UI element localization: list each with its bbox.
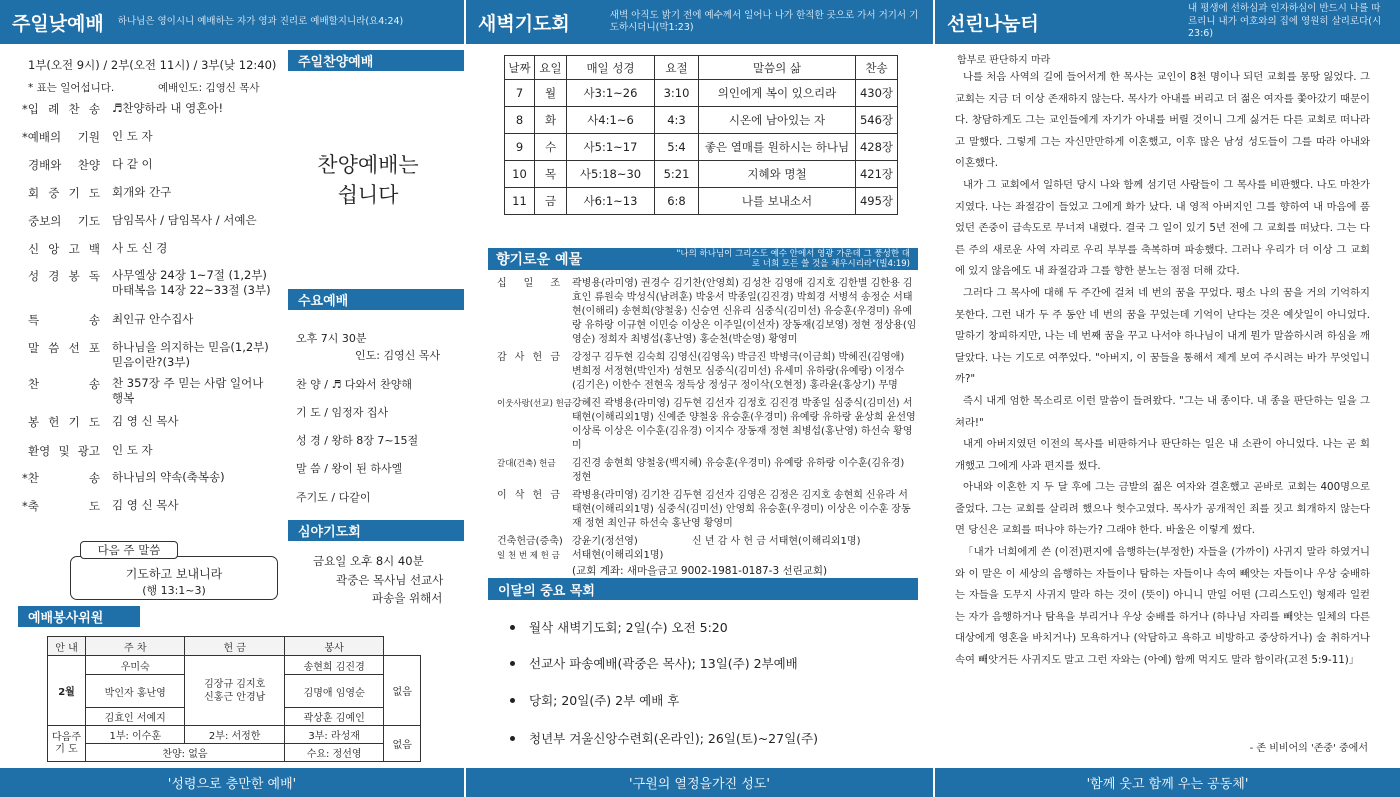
- dawn-cell: 금: [535, 188, 567, 215]
- dawn-th-bible: 매일 성경: [567, 56, 655, 80]
- dawn-row: [505, 107, 898, 134]
- order-label: *축 도: [22, 499, 100, 513]
- worship-times: 1부(오전 9시) / 2부(오전 11시) / 3부(낮 12:40): [28, 58, 277, 72]
- order-value: [112, 213, 257, 229]
- offering-names: 곽병용(라미영) 권경수 김기찬(안영희) 김성찬 김영애 김지호 김한별 김한용 김효인 류원숙 박성식(남려훈) 박웅서 박종일(김진경) 박희경 서병석 송정순 서태현(이해리) 송현희(양철웅) 신승연 신유리 심중식(김미선) 유승훈(우경미) 유예랑 유하랑 이규현 이민승 이상은 이주일(이선자) 장동재(김보영) 정현 정상용(임영순) 정희자 최병섭(홍난영) 홍순천(박순영) 황영미: [572, 278, 917, 345]
- order-row: [22, 470, 225, 486]
- dawn-cell: 수: [535, 134, 567, 161]
- next-word-ref: (행 13:1~3): [142, 584, 206, 597]
- svc-offer-3: 곽상훈 김예인: [284, 708, 383, 726]
- svc-offer-2: 김명애 임영순: [284, 675, 383, 708]
- friday-title: 심야기도회: [288, 520, 464, 541]
- offering-title-bar: [488, 248, 918, 270]
- offering-item: [497, 457, 917, 485]
- offering-verse: "나의 하나님이 그리스도 예수 안에서 영광 가운데 그 풍성한 대로 너희 모든 쓸 것을 채우시리라"(빌4:19): [676, 248, 910, 269]
- col1-footer: '성령으로 충만한 예배': [0, 768, 464, 797]
- order-value-line: 하나님을 의지하는 믿음(1,2부): [112, 340, 269, 354]
- dawn-cell: 나를 보내소서: [699, 188, 856, 215]
- dawn-cell: 6:8: [655, 188, 699, 215]
- church-account: (교회 계좌: 새마을금고 9002-1981-0187-3 선린교회): [572, 565, 828, 577]
- offering-names: 김진경 송현희 양철웅(백지혜) 유승훈(우경미) 유예랑 유하랑 이수훈(김유경) 정현: [572, 458, 905, 483]
- order-label: 환영 및 광고: [28, 444, 100, 458]
- dawn-cell: 목: [535, 161, 567, 188]
- dawn-cell: 5:4: [655, 134, 699, 161]
- order-row: [28, 443, 153, 459]
- dawn-cell: 지혜와 명철: [699, 161, 856, 188]
- offering-title: 향기로운 예물: [496, 252, 583, 268]
- svc-th-usher: 안 내: [48, 637, 86, 656]
- stand-note: * 표는 일어섭니다.: [28, 82, 115, 94]
- order-value: [112, 340, 269, 370]
- offering-names: 곽병용(라미영) 김기찬 김두현 김선자 김영은 김정은 김지호 송현희 신유라 서태현(이해리외1명) 심중식(김미선) 안영희 유승훈(우경미) 이상은 이수훈 장동재 정현 최인규 하선숙 홍난영 황영미: [572, 490, 911, 529]
- order-value-line: 회개와 간구: [112, 185, 172, 199]
- service-committee-title: 예배봉사위원: [18, 606, 140, 627]
- svc-month: 2월: [48, 656, 86, 726]
- article-paragraph: 내게 아버지였던 이전의 목사를 비판하거나 판단하는 일은 내 소관이 아니었다. 나는 곧 회개했고 그에게 사과 편지를 썼다.: [955, 438, 1370, 472]
- col3-title: 선린나눔터: [947, 12, 1039, 35]
- order-value-line: 하나님의 약속(축복송): [112, 470, 225, 484]
- offering-label: 이 삭 헌 금: [497, 490, 560, 501]
- order-label: *예배의 기원: [22, 130, 100, 144]
- svc-p3: 3부: 라성재: [284, 726, 383, 744]
- order-label: 신 앙 고 백: [28, 242, 100, 256]
- dawn-cell: 546장: [856, 107, 898, 134]
- order-row: [28, 340, 269, 370]
- svc-usher-3: 김효인 서예지: [86, 708, 185, 726]
- svc-p1: 1부: 이수훈: [86, 726, 185, 744]
- dawn-cell: 428장: [856, 134, 898, 161]
- svc-th-parking: 주 차: [86, 637, 185, 656]
- offering-names: 강혜진 곽병용(라미영) 김두현 김선자 김정호 김진경 박종일 심중식(김미선) 서태현(이해리외1명) 신예준 양철웅 유승훈(우경미) 유예랑 유하랑 윤상희 윤선영 이상록 이상은 이수훈(김유경) 이지수 장동재 정현 최병섭(홍난영) 하선숙 황영미: [572, 398, 916, 451]
- order-label: *입 례 찬 송: [22, 102, 100, 116]
- event-text: 월삭 새벽기도회; 2일(수) 오전 5:20: [529, 620, 728, 635]
- bullet-icon: [510, 625, 515, 630]
- svc-serve2: 없음: [384, 726, 421, 762]
- order-value-line: ♬찬양하라 내 영혼아!: [112, 101, 224, 115]
- svc-offer-1: 송현희 김진경: [284, 656, 383, 675]
- order-row: [28, 241, 167, 257]
- article-paragraph: 그러다 그 목사에 대해 두 주간에 걸쳐 네 번의 꿈을 꾸었다. 평소 나의 꿈을 거의 기억하지 못한다. 그런 내가 두 주 동안 네 번의 꿈을 꾸었는데 기억이 난다는 것은 예삿일이 아니었다. 말하기 창피하지만, 나는 네 번째 꿈을 꾸고 나서야 하나님이 내게 뭔가 말씀하시려 하심을 깨달았다. 나는 기도로 여쭈었다. "아버지, 이 꿈들을 통해서 제게 보여 주시려는 바가 무엇입니까?": [955, 286, 1370, 386]
- offering-label: 십 일 조: [497, 278, 560, 289]
- order-value: [112, 312, 193, 328]
- wed-item: 성 경 / 왕하 8장 7~15절: [296, 434, 419, 447]
- dawn-cell: 사5:1~17: [567, 134, 655, 161]
- dawn-cell: 9: [505, 134, 535, 161]
- dawn-th-hymn: 찬송: [856, 56, 898, 80]
- event-text: 청년부 겨울신앙수련회(온라인); 26일(토)~27일(주): [529, 731, 818, 746]
- svc-next-label: 다음주 기 도: [48, 726, 86, 762]
- dawn-cell: 사5:18~30: [567, 161, 655, 188]
- svc-usher-2: 박인자 홍난영: [86, 675, 185, 708]
- dawn-cell: 사4:1~6: [567, 107, 655, 134]
- dawn-cell: 421장: [856, 161, 898, 188]
- event-item: [510, 691, 679, 709]
- order-value-line: 다 같 이: [112, 157, 153, 171]
- offering-label: 이웃사랑(선교) 헌금: [497, 399, 573, 409]
- offering-names-extra: 신 년 감 사 헌 금 서태현(이해리외1명): [692, 536, 861, 547]
- dawn-cell: 4:3: [655, 107, 699, 134]
- order-label: 중보의 기도: [28, 214, 100, 228]
- order-value-line: 행복: [112, 390, 135, 405]
- next-word-title: 기도하고 보내니라: [125, 567, 223, 581]
- order-value: [112, 101, 223, 117]
- dawn-table: [504, 55, 898, 215]
- order-label: 찬 송: [28, 377, 100, 391]
- dawn-cell: 495장: [856, 188, 898, 215]
- order-value-line: 김 영 신 목사: [112, 498, 179, 512]
- col3-header: [935, 0, 1400, 44]
- dawn-cell: 사6:1~13: [567, 188, 655, 215]
- offering-names: 강윤기(정선영): [572, 536, 638, 547]
- wed-item: 말 씀 / 왕이 된 하사엘: [296, 462, 403, 475]
- wed-item: 주기도 / 다같이: [296, 491, 371, 504]
- order-row: [28, 312, 193, 328]
- wed-leader: 인도: 김영신 목사: [355, 349, 441, 362]
- wed-title: 수요예배: [288, 289, 464, 310]
- article-paragraph: 나를 처음 사역의 길에 들어서게 한 목사는 교인이 8천 명이나 되던 교회를 몽땅 잃었다. 그 교회는 지금 더 이상 존재하지 않는다. 목사가 아내를 버리고 더 젊은 여자를 쫓아갔기 때문이다. 창담하게도 그는 교인들에게 자기가 아내를 버릴 것이니 그게 싫거든 다른 교회로 떠나라고 말했다. 그렇게 그는 자신만만하게 이혼했고, 이후 많은 남성 성도들이 그를 따라 아내와 이혼했다.: [955, 71, 1370, 170]
- worship-leader: 예배인도: 김영신 목사: [158, 82, 260, 94]
- wed-item: 기 도 / 임정자 집사: [296, 406, 389, 419]
- offering-list: [497, 277, 917, 563]
- order-row: [28, 414, 179, 430]
- bullet-icon: [510, 736, 515, 741]
- col2-header: [466, 0, 933, 44]
- offering-label: 건축헌금(증축): [497, 536, 563, 547]
- col3-verse: 내 평생에 선하심과 인자하심이 반드시 나를 따르리니 내가 여호와의 집에 영원히 살리로다(시23:6): [1188, 3, 1382, 40]
- svc-th-serve: 봉사: [284, 637, 383, 656]
- dawn-cell: 화: [535, 107, 567, 134]
- order-row: [22, 498, 179, 514]
- event-text: 당회; 20일(주) 2부 예배 후: [529, 693, 680, 708]
- dawn-cell: 430장: [856, 80, 898, 107]
- col2-footer: '구원의 열정을가진 성도': [466, 768, 933, 797]
- event-item: [510, 654, 798, 672]
- order-value: [112, 268, 271, 298]
- event-text: 선교사 파송예배(곽중은 목사); 13일(주) 2부예배: [529, 656, 798, 671]
- order-value-line: 믿음이란?(3부): [112, 354, 190, 369]
- svc-p2: 2부: 서정한: [185, 726, 284, 744]
- order-value: [112, 185, 171, 201]
- dawn-cell: 월: [535, 80, 567, 107]
- offering-label: 일 천 번 제 헌 금: [497, 551, 560, 561]
- col1-header: [0, 0, 464, 44]
- svc-serve: 없음: [384, 656, 421, 726]
- article-heading: 함부로 판단하지 마라: [957, 55, 1051, 66]
- order-value-line: 사무엘상 24장 1~7절 (1,2부): [112, 268, 267, 282]
- next-word-label: 다음 주 말씀: [80, 541, 178, 559]
- offering-names: 서태현(이해리외1명): [572, 550, 664, 561]
- dawn-th-life: 말씀의 삶: [699, 56, 856, 80]
- bullet-icon: [510, 698, 515, 703]
- friday-time: 금요일 오후 8시 40분: [313, 554, 424, 568]
- order-value: [112, 241, 167, 257]
- dawn-cell: 시온에 남아있는 자: [699, 107, 856, 134]
- order-label: 성 경 봉 독: [28, 269, 100, 283]
- col1-verse: 하나님은 영이시니 예배하는 자가 영과 진리로 예배할지니라(요4:24): [117, 15, 404, 27]
- col3-footer: '함께 웃고 함께 우는 공동체': [935, 768, 1400, 797]
- friday-line3: 파송을 위해서: [372, 591, 443, 605]
- offering-item: [497, 351, 917, 393]
- event-item: [510, 618, 728, 636]
- offering-item: [497, 549, 917, 563]
- article-paragraph: 「내가 너희에게 쓴 (이전)편지에 음행하는(부정한) 자들을 (가까이) 사귀지 말라 하였거니와 이 말은 이 세상의 음행하는 자들이나 탐하는 자들이나 속여 빼앗는 자들이나 우상 숭배하는 자들을 도무지 사귀지 말라 하는 것이 (뜻이) 아니니 만일 어떤 (그리스도인) 형제라 일컫는 자가 음행하거나 탐욕을 부리거나 우상 숭배를 하거나 (하나님 자리를 빼앗는 일체의 다른 대상에게 영혼을 바치거나) 모욕하거나 (악담하고 욕하고 비방하고 중상하거나) 술 취하거나 속여 빼앗거든 사귀지도 말고 그런 자와는 (아예) 함께 먹지도 말라 함이라(고전 5:9-11)」: [955, 546, 1370, 667]
- col2-title: 새벽기도회: [478, 12, 570, 35]
- dawn-row: [505, 134, 898, 161]
- order-row: [28, 376, 263, 406]
- article-paragraph: 내가 그 교회에서 일하던 당시 나와 함께 섬기던 사람들이 그 목사를 비판했다. 나도 마찬가지였다. 나는 좌절감이 들었고 그에게 화가 났다. 내 영적 아버지인 그를 향하여 내 마음에 품었던 존중이 급속도로 무너져 내렸다. 결국 그 일이 있기 5년 전에 그 교회를 떠났다. 그는 다른 주의 새로운 사역 자리로 우리 부부를 축복하며 파송했다. 그러나 우리가 더 이상 그 교회에 있지 않음에도 내 좌절감과 그를 향한 분노는 점점 더해 갔다.: [955, 178, 1370, 278]
- svc-wed: 수요: 정선영: [284, 744, 383, 762]
- order-row: [28, 157, 153, 173]
- dawn-th-verse: 요절: [655, 56, 699, 80]
- article-source: - 존 비비어의 '존중' 중에서: [1249, 743, 1368, 754]
- friday-line2: 곽중은 목사님 선교사: [336, 573, 444, 587]
- dawn-cell: 사3:1~26: [567, 80, 655, 107]
- order-value-line: 인 도 자: [112, 129, 153, 143]
- order-value: [112, 157, 153, 173]
- order-row: [22, 101, 224, 117]
- dawn-cell: 좋은 열매를 원하시는 하나님: [699, 134, 856, 161]
- col2-verse: 새벽 아직도 밝기 전에 예수께서 일어나 나가 한적한 곳으로 가서 거기서 기도하시더니(막1:23): [609, 9, 919, 33]
- event-item: [510, 729, 818, 747]
- article-paragraph: 즉시 내게 엄한 목소리로 이런 말씀이 들려왔다. "그는 내 종이다. 내 종을 판단하는 일을 그쳐라!": [955, 394, 1370, 429]
- praise-note: 찬양예배는 쉽니다: [317, 153, 419, 207]
- dawn-cell: 의인에게 복이 있으리라: [699, 80, 856, 107]
- svc-th-offering: 헌 금: [185, 637, 284, 656]
- order-label: 봉 헌 기 도: [28, 415, 100, 429]
- order-value-line: 김 영 신 목사: [112, 414, 179, 428]
- offering-item: [497, 535, 917, 549]
- order-label: 경배와 찬양: [28, 158, 100, 172]
- dawn-th-date: 날짜: [505, 56, 535, 80]
- offering-item: [497, 397, 917, 453]
- dawn-cell: 11: [505, 188, 535, 215]
- wed-time: 오후 7시 30분: [296, 332, 367, 345]
- svc-usher-1: 우미숙: [86, 656, 185, 675]
- offering-item: [497, 277, 917, 347]
- order-value-line: 사 도 신 경: [112, 241, 168, 255]
- dawn-row: [505, 80, 898, 107]
- dawn-header: [505, 56, 898, 80]
- order-label: 특 송: [28, 313, 100, 327]
- order-value: [112, 129, 153, 145]
- svc-choir: 찬양: 없음: [86, 744, 285, 762]
- offering-names: 강정구 김두현 김숙희 김영신(김영옥) 박금진 박병극(이금희) 박혜진(김영애) 변희정 서정현(박인자) 성현모 심중식(김미선) 유세미 유하랑(유예랑) 이정수(김기은) 이한수 전현옥 정득상 정성구 정이삭(오현정) 홍라윤(홍상기) 무명: [572, 352, 905, 391]
- order-value: [112, 414, 179, 430]
- dawn-th-day: 요일: [535, 56, 567, 80]
- bullet-icon: [510, 661, 515, 666]
- praise-title: 주일찬양예배: [288, 50, 464, 71]
- order-label: *찬 송: [22, 471, 100, 485]
- order-value-line: 마태복음 14장 22~33절 (3부): [112, 282, 271, 297]
- offering-item: [497, 489, 917, 531]
- order-value: [112, 498, 179, 514]
- order-value: [112, 376, 263, 406]
- article-paragraph: 아내와 이혼한 지 두 달 후에 그는 금발의 젊은 여자와 결혼했고 곧바로 교회는 400명으로 줄었다. 그는 교회를 살리려 했으나 헛수고였다. 목사가 공개적인 죄를 짓고 회개하지 않는다면 당신은 교회를 떠나야 하는가? 그래야 한다. 바울은 이렇게 썼다.: [955, 481, 1370, 537]
- service-table: [47, 636, 421, 762]
- order-row: [28, 213, 257, 229]
- order-value: [112, 470, 225, 486]
- order-value: [112, 443, 153, 459]
- order-row: [28, 268, 271, 298]
- wed-item: 찬 양 / ♬ 다와서 찬양해: [296, 378, 413, 391]
- article-body: [955, 67, 1370, 672]
- order-value-line: 최인규 안수집사: [112, 312, 194, 326]
- svc-parking: 김장규 김지호 신홍근 안경남: [185, 656, 284, 726]
- order-row: [28, 185, 171, 201]
- dawn-cell: 10: [505, 161, 535, 188]
- order-row: [22, 129, 153, 145]
- dawn-row: [505, 161, 898, 188]
- col1-title: 주일낮예배: [12, 12, 104, 35]
- order-value-line: 찬 357장 주 믿는 사람 일어나: [112, 376, 264, 390]
- order-label: 회 중 기 도: [28, 186, 100, 200]
- dawn-row: [505, 188, 898, 215]
- dawn-cell: 5:21: [655, 161, 699, 188]
- order-value-line: 담임목사 / 담임목사 / 서예은: [112, 213, 257, 227]
- events-title: 이달의 중요 목회: [488, 578, 918, 600]
- dawn-cell: 8: [505, 107, 535, 134]
- offering-label: 감 사 헌 금: [497, 352, 560, 363]
- order-value-line: 인 도 자: [112, 443, 153, 457]
- dawn-cell: 3:10: [655, 80, 699, 107]
- offering-label: 갈대(건축) 헌금: [497, 459, 556, 469]
- order-label: 말 씀 선 포: [28, 341, 100, 355]
- dawn-cell: 7: [505, 80, 535, 107]
